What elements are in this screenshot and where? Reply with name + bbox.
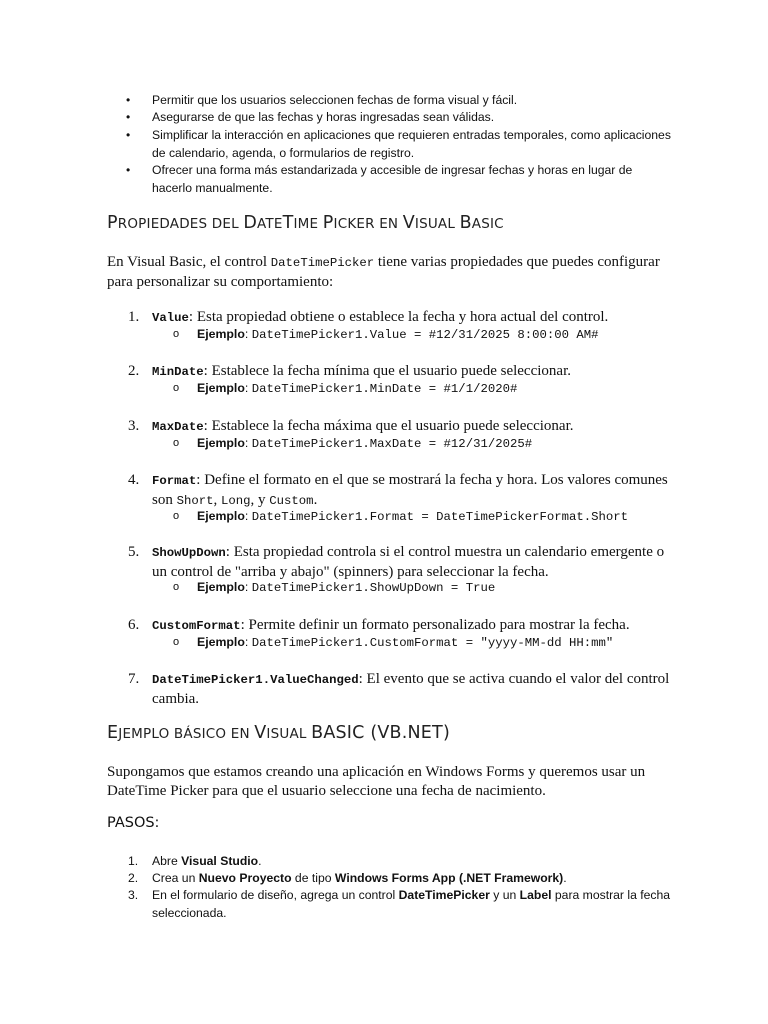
step-item: 2. Crea un Nuevo Proyecto de tipo Windows Forms App (.NET Framework). xyxy=(128,871,567,885)
property-item: 4. Format: Define el formato en el que se mostrará la fecha y hora. Los valores comunes son Short, Long, y Custom. xyxy=(128,472,668,508)
bullet: • xyxy=(126,93,131,107)
example-line: o Ejemplo: DateTimePicker1.MinDate = #1/1/2020# xyxy=(173,381,518,396)
list-item: • Asegurarse de que las fechas y horas ingresadas sean válidas. xyxy=(126,110,495,124)
bullet: • xyxy=(126,128,131,142)
list-item: • Ofrecer una forma más estandarizada y accesible de ingresar fechas y horas en lugar de hacerlo manualmente. xyxy=(126,163,633,195)
step-item: 3. En el formulario de diseño, agrega un control DateTimePicker y un Label para mostrar la fecha seleccionada. xyxy=(128,888,671,920)
property-item: 5. ShowUpDown: Esta propiedad controla si el control muestra un calendario emergente o un control de "arriba y abajo" (spinners) para seleccionar la fecha. xyxy=(128,544,665,580)
bullet: • xyxy=(126,110,131,124)
list-item: • Simplificar la interacción en aplicaciones que requieren entradas temporales, como aplicaciones de calendario, agenda, o formularios de registro. xyxy=(126,128,671,160)
bullet: • xyxy=(126,163,131,177)
step-item: 1. Abre Visual Studio. xyxy=(128,854,262,868)
example-line: o Ejemplo: DateTimePicker1.Value = #12/31/2025 8:00:00 AM# xyxy=(173,327,599,342)
section-heading: PROPIEDADES DEL DATETIME PICKER EN VISUAL BASIC xyxy=(107,213,504,233)
example-line: o Ejemplo: DateTimePicker1.MaxDate = #12/31/2025# xyxy=(173,436,533,451)
property-item: 7. DateTimePicker1.ValueChanged: El evento que se activa cuando el valor del control cambia. xyxy=(128,671,670,707)
property-item: 2. MinDate: Establece la fecha mínima que el usuario puede seleccionar. xyxy=(128,363,571,379)
property-item: 6. CustomFormat: Permite definir un formato personalizado para mostrar la fecha. xyxy=(128,617,630,633)
example-line: o Ejemplo: DateTimePicker1.Format = DateTimePickerFormat.Short xyxy=(173,509,629,524)
example-line: o Ejemplo: DateTimePicker1.ShowUpDown = True xyxy=(173,580,496,595)
steps-title: PASOS: xyxy=(107,815,160,831)
intro-paragraph: En Visual Basic, el control DateTimePicker tiene varias propiedades que puedes configurar para personalizar su comportamiento: xyxy=(107,254,660,290)
section-heading: EJEMPLO BÁSICO EN VISUAL BASIC (VB.NET) xyxy=(107,723,450,743)
example-line: o Ejemplo: DateTimePicker1.CustomFormat = "yyyy-MM-dd HH:mm" xyxy=(173,635,614,650)
list-item: • Permitir que los usuarios seleccionen fechas de forma visual y fácil. xyxy=(126,93,518,107)
property-item: 1. Value: Esta propiedad obtiene o establece la fecha y hora actual del control. xyxy=(128,309,609,325)
example-intro-paragraph: Supongamos que estamos creando una aplicación en Windows Forms y queremos usar un DateTime Picker para que el usuario seleccione una fecha de nacimiento. xyxy=(107,764,646,799)
property-item: 3. MaxDate: Establece la fecha máxima que el usuario puede seleccionar. xyxy=(128,418,574,434)
